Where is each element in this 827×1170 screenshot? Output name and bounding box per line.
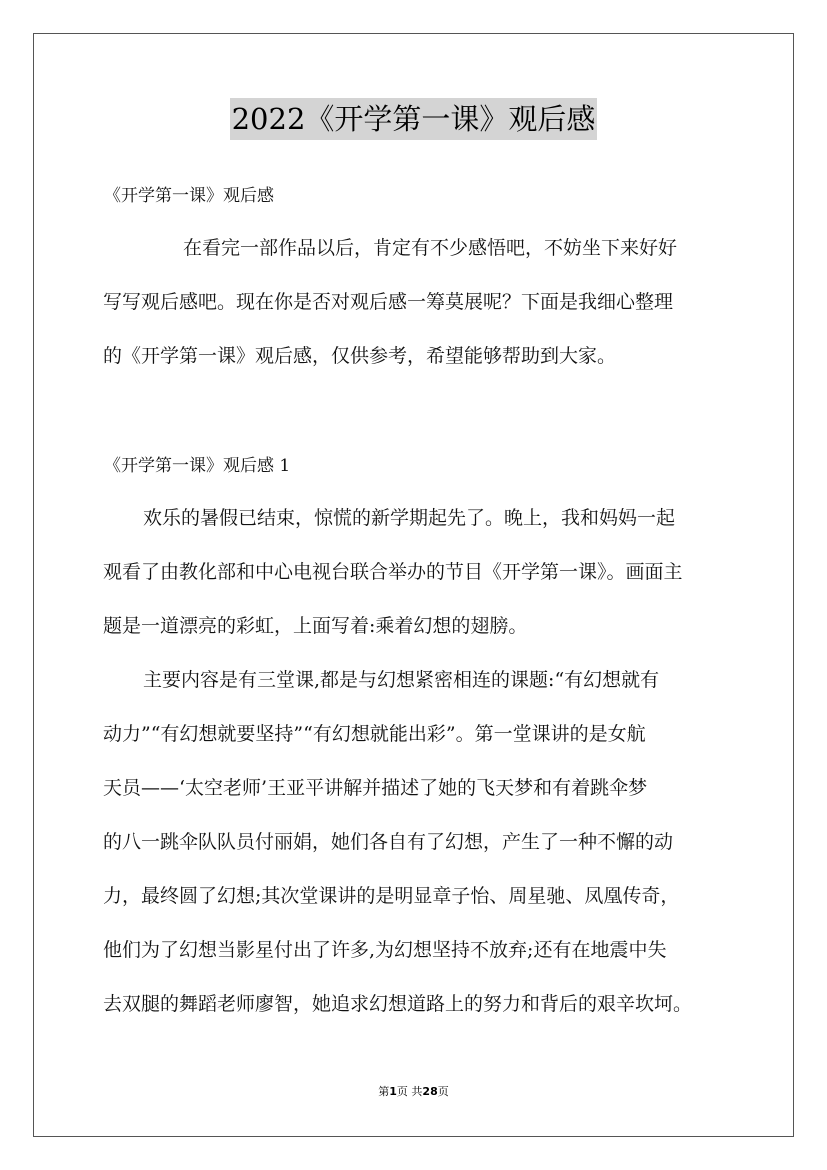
footer-suffix: 页 <box>437 1085 449 1098</box>
intro-line: 在看完一部作品以后，肯定有不少感悟吧，不妨坐下来好好 <box>183 237 678 259</box>
paragraph-line: 题是一道漂亮的彩虹，上面写着:乘着幻想的翅膀。 <box>103 615 528 637</box>
document-subtitle: 《开学第一课》观后感 <box>104 186 274 206</box>
section-heading: 《开学第一课》观后感 1 <box>104 456 291 476</box>
document-title-text: 2022《开学第一课》观后感 <box>230 98 598 140</box>
intro-line: 的《开学第一课》观后感，仅供参考，希望能够帮助到大家。 <box>103 345 617 367</box>
paragraph-2 <box>103 653 727 1031</box>
footer-page-number: 1 <box>389 1085 397 1098</box>
paragraph-line: 的八一跳伞队队员付丽娟，她们各自有了幻想，产生了一种不懈的动 <box>103 831 674 853</box>
page-footer <box>0 1083 827 1099</box>
footer-prefix: 第 <box>378 1085 390 1098</box>
paragraph-1 <box>103 491 727 653</box>
intro-line: 写写观后感吧。现在你是否对观后感一筹莫展呢？下面是我细心整理 <box>103 291 674 313</box>
document-title <box>0 98 827 140</box>
paragraph-line: 力，最终圆了幻想;其次堂课讲的是明显章子怡、周星驰、凤凰传奇， <box>103 885 680 907</box>
paragraph-line: 天员——‘太空老师’王亚平讲解并描述了她的飞天梦和有着跳伞梦 <box>103 777 648 799</box>
intro-paragraph <box>103 221 727 383</box>
paragraph-line: 动力”“有幻想就要坚持”“有幻想就能出彩”。第一堂课讲的是女航 <box>103 723 646 745</box>
paragraph-line: 去双腿的舞蹈老师廖智，她追求幻想道路上的努力和背后的艰辛坎坷。 <box>103 993 693 1015</box>
footer-mid: 页 共 <box>396 1085 423 1098</box>
paragraph-line: 他们为了幻想当影星付出了许多,为幻想坚持不放弃;还有在地震中失 <box>103 939 667 961</box>
paragraph-line: 主要内容是有三堂课,都是与幻想紧密相连的课题:“有幻想就有 <box>143 669 660 691</box>
paragraph-line: 观看了由教化部和中心电视台联合举办的节目《开学第一课》。画面主 <box>103 561 683 583</box>
paragraph-line: 欢乐的暑假已结束，惊慌的新学期起先了。晚上，我和妈妈一起 <box>143 507 676 529</box>
footer-page-total: 28 <box>422 1085 438 1098</box>
